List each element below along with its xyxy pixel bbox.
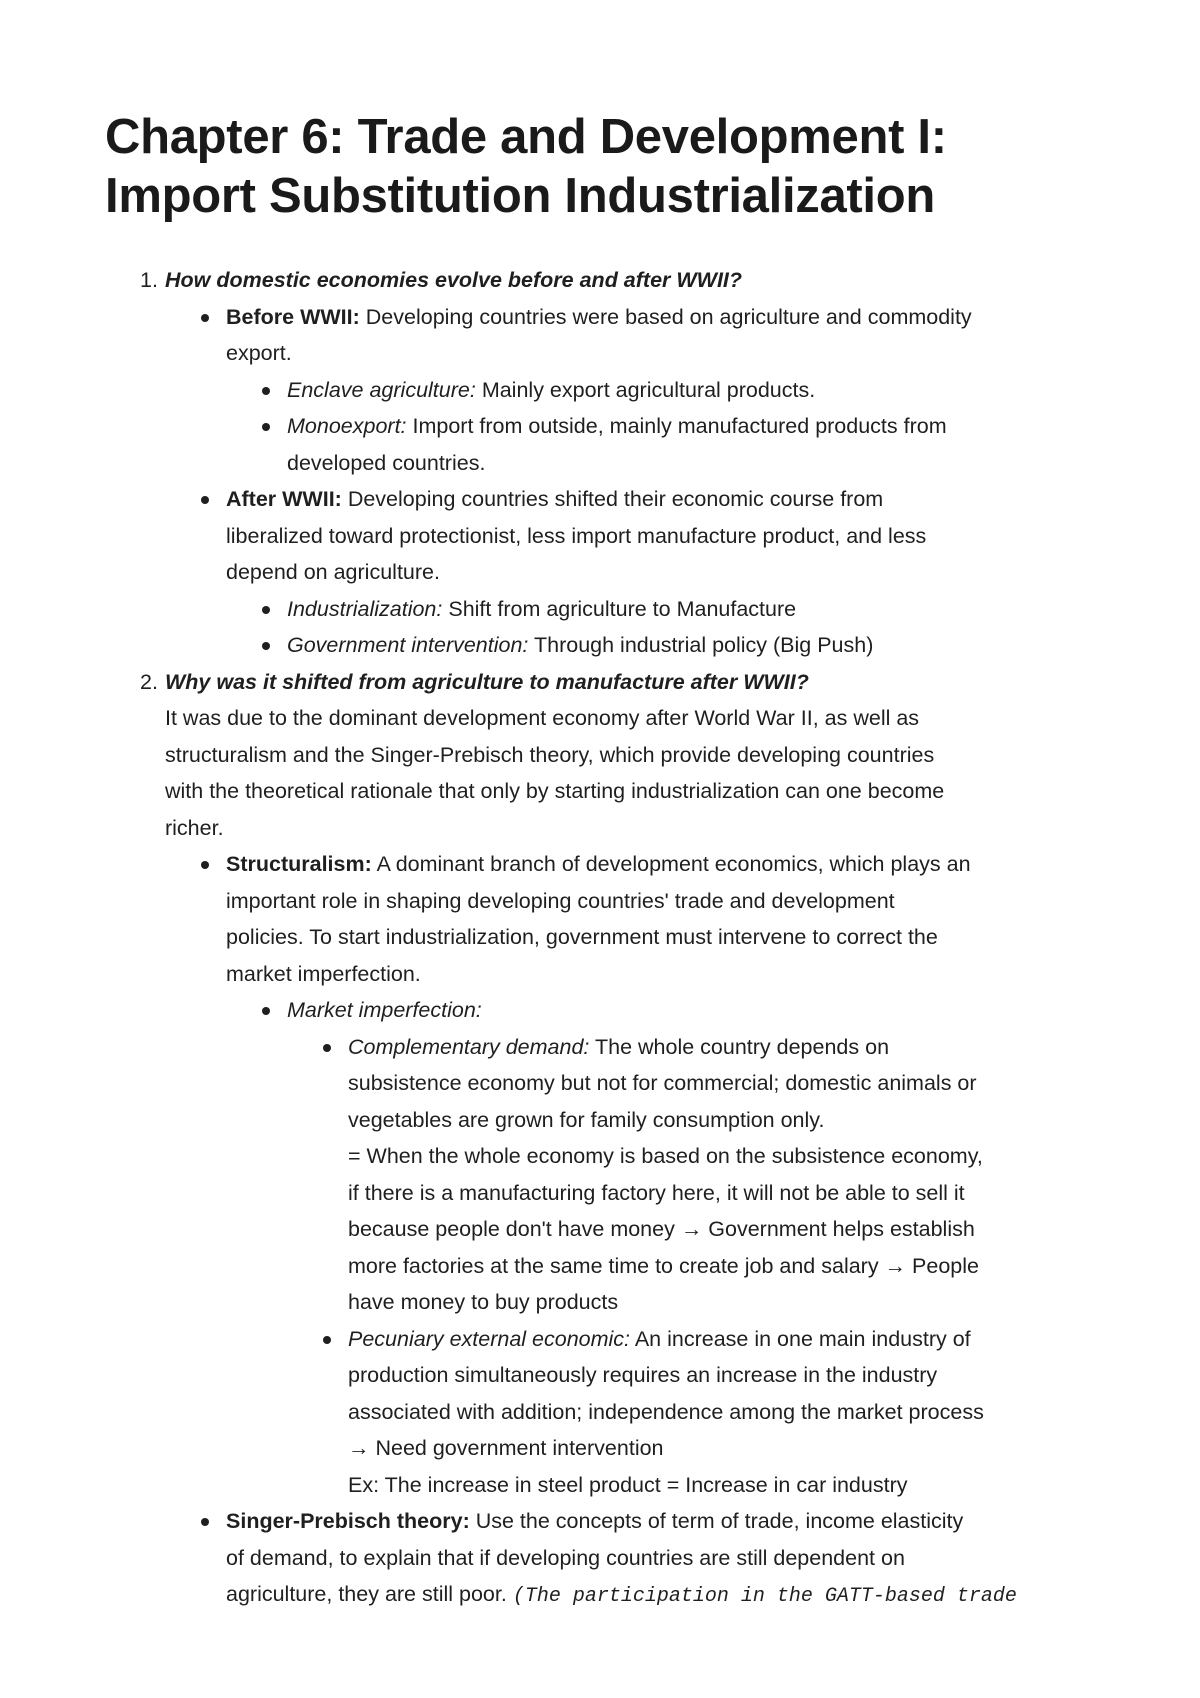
list-item-market-imperfection	[0, 992, 1200, 1029]
list-item-continuation	[0, 1576, 1200, 1613]
cd-text-3: vegetables are grown for family consumption only.	[348, 1107, 825, 1132]
gov-intervention-label: Government intervention:	[287, 633, 529, 657]
q1-heading	[0, 262, 1200, 299]
list-item-continuation	[0, 1102, 1200, 1139]
singer-text-3: agriculture, they are still poor.	[226, 1582, 507, 1606]
enclave-label: Enclave agriculture:	[287, 377, 476, 402]
structuralism-label: Structuralism:	[226, 852, 372, 876]
q2-para-4: richer.	[165, 815, 224, 840]
bullet-icon	[323, 1044, 331, 1052]
cd-text-4: = When the whole economy is based on the subsistence economy,	[348, 1144, 983, 1168]
singer-prebisch-label: Singer-Prebisch theory:	[226, 1509, 470, 1533]
list-item-continuation	[0, 335, 1200, 372]
structuralism-text-3: policies. To start industrialization, government must intervene to correct the	[226, 925, 938, 949]
cd-text-2: subsistence economy but not for commercial; domestic animals or	[348, 1071, 977, 1095]
structuralism-text-4: market imperfection.	[226, 961, 421, 986]
cd-text-7: more factories at the same time to create job and salary → People	[348, 1253, 979, 1278]
pe-text-2: production simultaneously requires an increase in the industry	[348, 1363, 938, 1387]
list-item-before-wwii	[0, 299, 1200, 336]
bullet-icon	[262, 387, 270, 395]
pe-text-4: → Need government intervention	[348, 1436, 664, 1460]
list-item-singer-prebisch	[0, 1503, 1200, 1540]
q1-question: How domestic economies evolve before and after WWII?	[165, 268, 743, 292]
before-text-2: export.	[226, 341, 292, 365]
q2-number: 2.	[140, 669, 158, 694]
list-item-continuation	[0, 1357, 1200, 1394]
bullet-icon	[201, 496, 209, 504]
before-text: Developing countries were based on agriculture and commodity	[365, 304, 972, 329]
list-item-continuation	[0, 1065, 1200, 1102]
cd-text-6: because people don't have money → Government helps establish	[348, 1217, 975, 1241]
pecuniary-text: An increase in one main industry of	[634, 1326, 971, 1351]
bullet-icon	[201, 314, 209, 322]
singer-text-3-italic: (The participation in the GATT-based trade	[512, 1585, 1017, 1608]
list-item-continuation	[0, 1248, 1200, 1285]
list-item-continuation	[0, 1175, 1200, 1212]
complementary-demand-label: Complementary demand:	[348, 1034, 590, 1059]
paragraph-line	[0, 773, 1200, 810]
list-item-after-wwii	[0, 481, 1200, 518]
q2-heading	[0, 664, 1200, 701]
q2-para-1: It was due to the dominant development economy after World War II, as well as	[165, 706, 920, 730]
paragraph-line	[0, 810, 1200, 847]
q2-question: Why was it shifted from agriculture to manufacture after WWII?	[165, 669, 809, 694]
list-item-continuation	[0, 445, 1200, 482]
bullet-icon	[323, 1336, 331, 1344]
structuralism-text-2: important role in shaping developing countries' trade and development	[226, 888, 895, 913]
list-item-structuralism	[0, 846, 1200, 883]
monoexport-label: Monoexport:	[287, 414, 407, 438]
title-line-2: Import Substitution Industrialization	[105, 169, 936, 223]
bullet-icon	[262, 423, 270, 431]
cd-text-5: if there is a manufacturing factory here, it will not be able to sell it	[348, 1180, 965, 1205]
list-item-continuation	[0, 1394, 1200, 1431]
before-label: Before WWII:	[226, 304, 360, 329]
title-line-1: Chapter 6: Trade and Development I:	[105, 110, 947, 164]
bullet-icon	[262, 642, 270, 650]
after-text-2: liberalized toward protectionist, less import manufacture product, and less	[226, 523, 927, 548]
list-item-continuation	[0, 956, 1200, 993]
structuralism-text: A dominant branch of development economics, which plays an	[376, 852, 971, 876]
list-item-continuation	[0, 1430, 1200, 1467]
industrialization-text: Shift from agriculture to Manufacture	[448, 596, 797, 621]
bullet-icon	[262, 606, 270, 614]
singer-text-2: of demand, to explain that if developing countries are still dependent on	[226, 1545, 905, 1570]
list-item-continuation	[0, 1467, 1200, 1504]
pe-text-3: associated with addition; independence among the market process	[348, 1399, 984, 1424]
paragraph-line	[0, 700, 1200, 737]
q2-para-2: structuralism and the Singer-Prebisch theory, which provide developing countries	[165, 742, 935, 767]
pe-text-5: Ex: The increase in steel product = Increase in car industry	[348, 1472, 908, 1497]
pecuniary-label: Pecuniary external economic:	[348, 1326, 631, 1351]
page-title	[105, 108, 947, 226]
enclave-text: Mainly export agricultural products.	[481, 377, 816, 402]
list-item-monoexport	[0, 408, 1200, 445]
q2-para-3: with the theoretical rationale that only by starting industrialization can one become	[165, 779, 945, 803]
list-item-continuation	[0, 919, 1200, 956]
cd-text-8: have money to buy products	[348, 1290, 619, 1314]
list-item-government-intervention	[0, 627, 1200, 664]
list-item-industrialization	[0, 591, 1200, 628]
list-item-complementary-demand	[0, 1029, 1200, 1066]
bullet-icon	[201, 1518, 209, 1526]
market-imperfection-label: Market imperfection:	[287, 998, 482, 1022]
list-item-continuation	[0, 554, 1200, 591]
after-text: Developing countries shifted their economic course from	[347, 487, 884, 511]
paragraph-line	[0, 737, 1200, 774]
monoexport-text-2: developed countries.	[287, 450, 486, 475]
list-item-continuation	[0, 1540, 1200, 1577]
after-text-3: depend on agriculture.	[226, 560, 440, 584]
list-item-continuation	[0, 518, 1200, 555]
list-item-enclave	[0, 372, 1200, 409]
bullet-icon	[201, 861, 209, 869]
bullet-icon	[262, 1007, 270, 1015]
gov-intervention-text: Through industrial policy (Big Push)	[534, 633, 874, 657]
list-item-pecuniary-external	[0, 1321, 1200, 1358]
singer-prebisch-text: Use the concepts of term of trade, income elasticity	[475, 1509, 964, 1533]
complementary-demand-text: The whole country depends on	[595, 1034, 890, 1059]
document-body	[0, 262, 1200, 1613]
monoexport-text: Import from outside, mainly manufactured products from	[412, 414, 947, 438]
list-item-continuation	[0, 1211, 1200, 1248]
q1-number: 1.	[140, 268, 158, 292]
list-item-continuation	[0, 1138, 1200, 1175]
list-item-continuation	[0, 883, 1200, 920]
after-label: After WWII:	[226, 487, 342, 511]
list-item-continuation	[0, 1284, 1200, 1321]
industrialization-label: Industrialization:	[287, 596, 443, 621]
